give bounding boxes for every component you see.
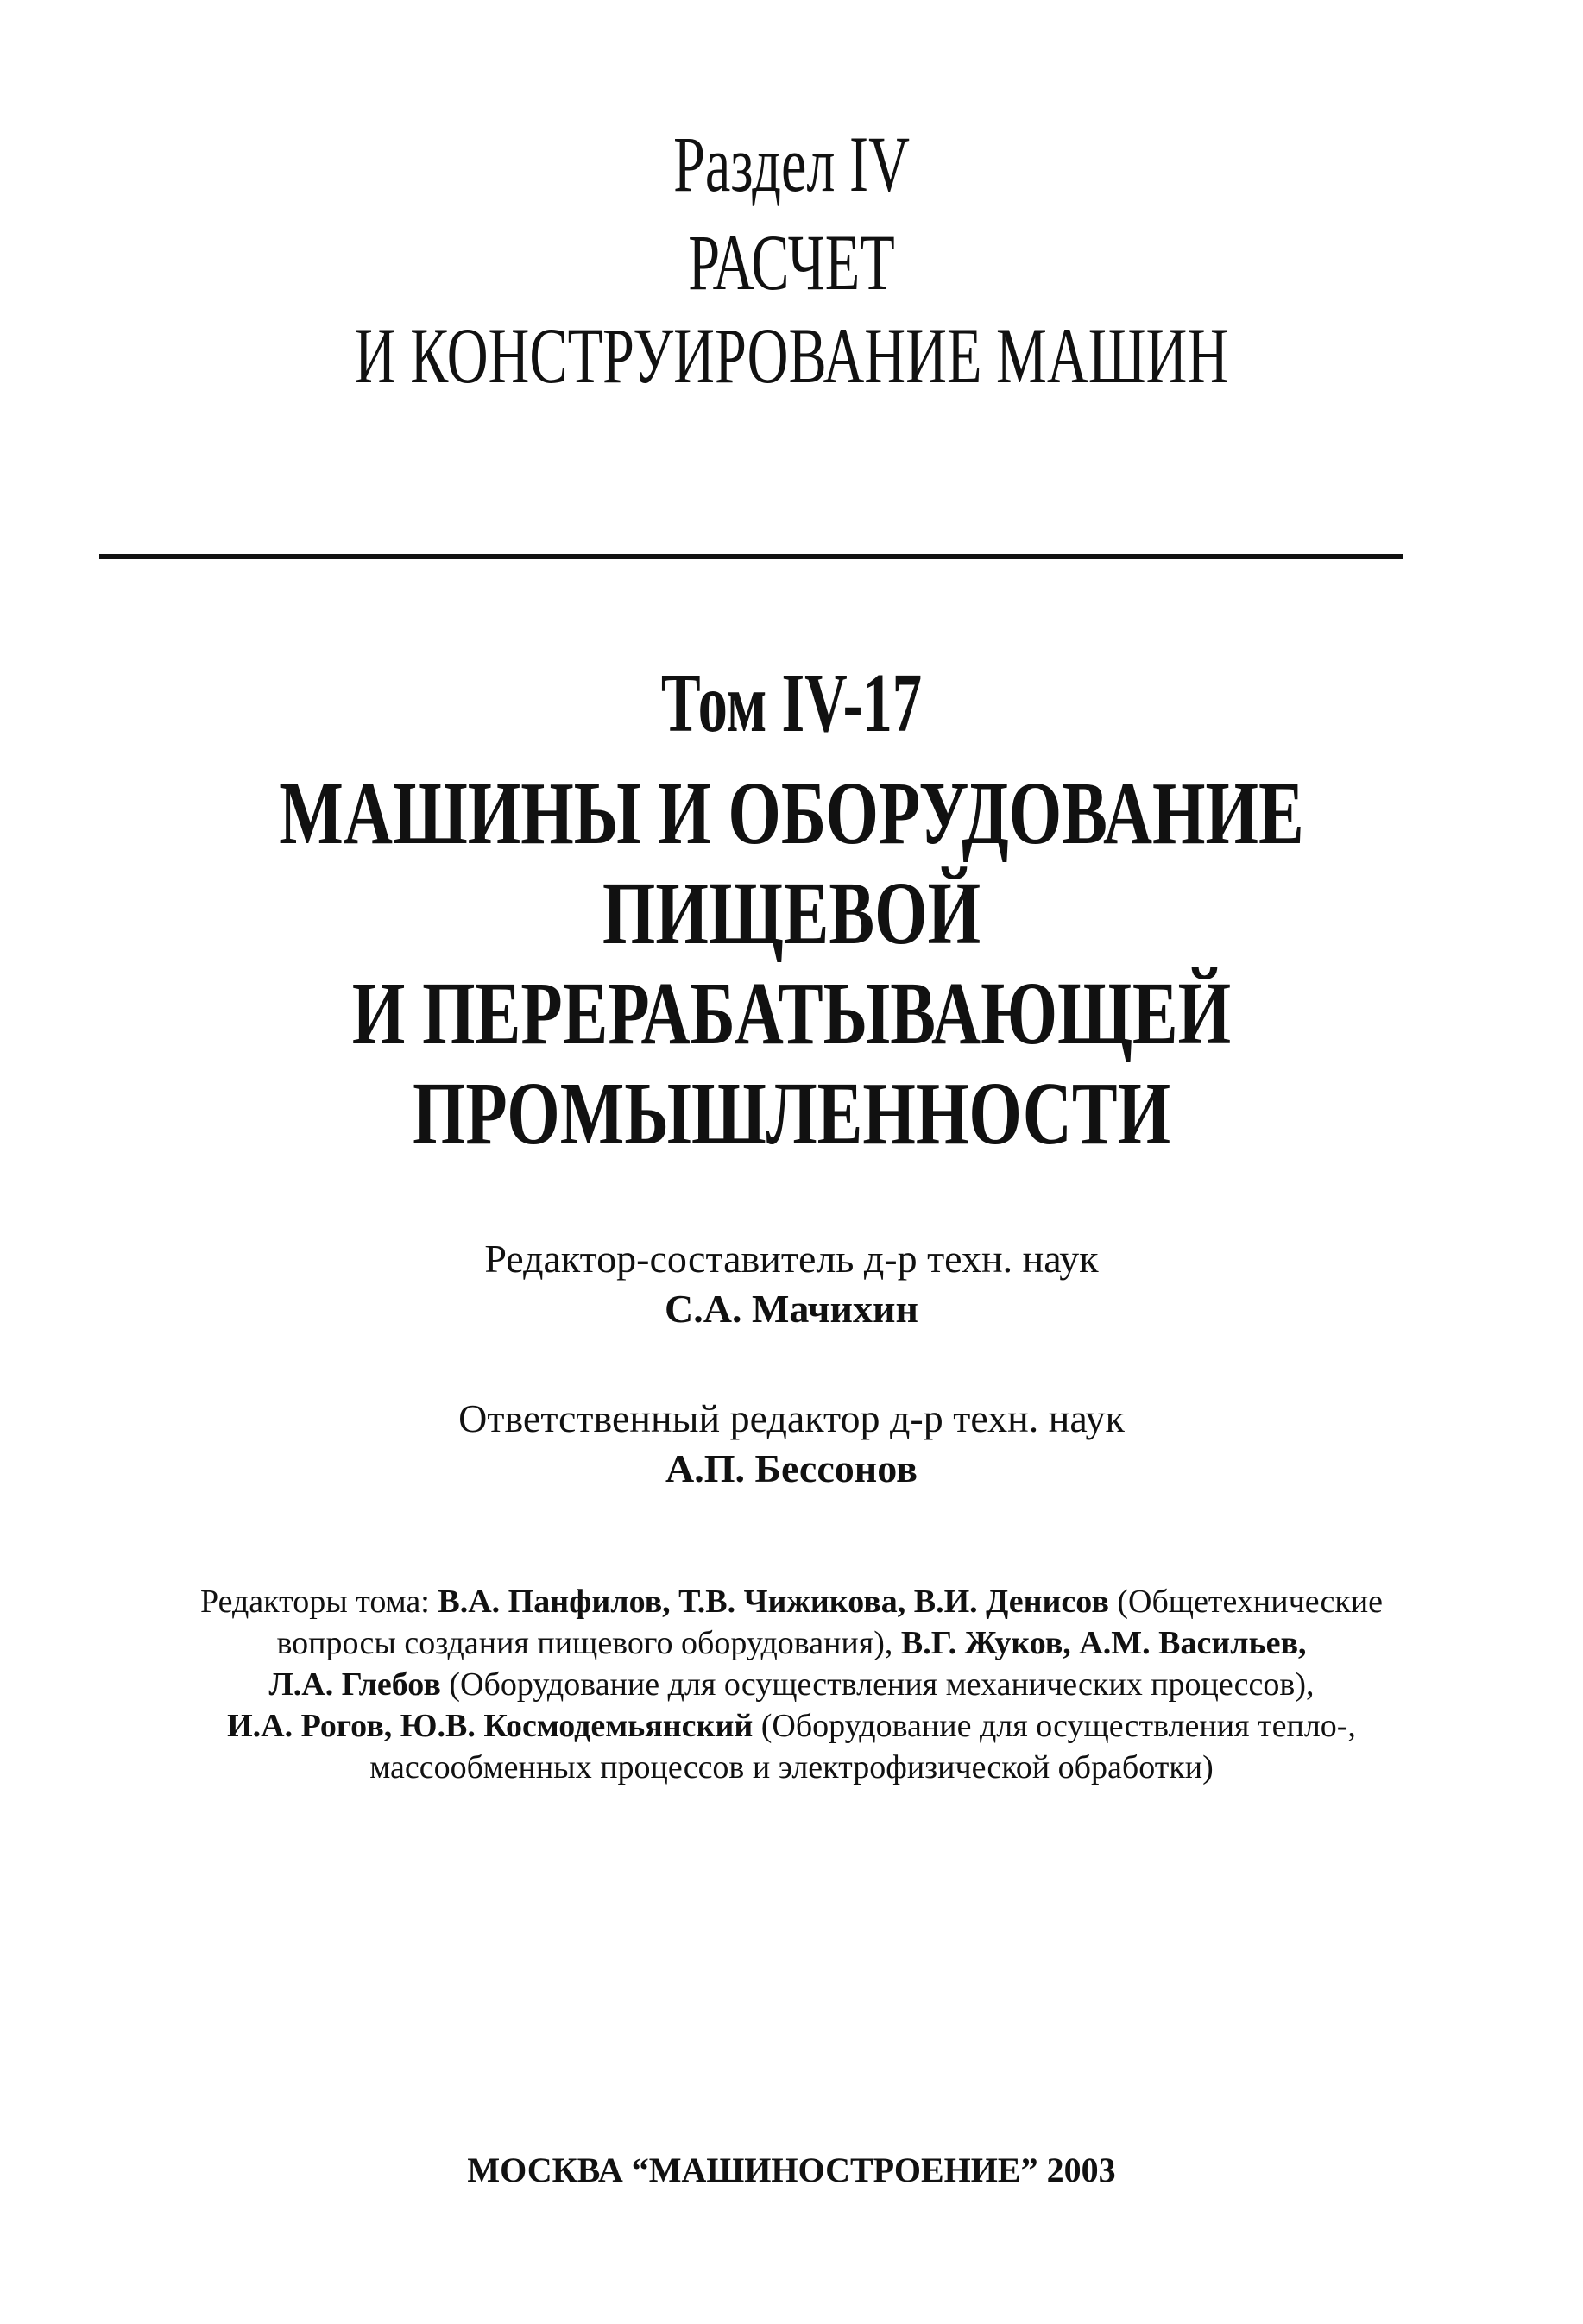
volume-title-line: ПРОМЫШЛЕННОСТИ [412,1064,1171,1163]
imprint: МОСКВА “МАШИНОСТРОЕНИЕ” 2003 [467,2151,1116,2189]
volume-editors-line [86,1622,1497,1664]
editor-text: Редакторы тома: [199,1584,438,1620]
chief-editor-credit [0,1394,1583,1494]
horizontal-rule [99,554,1403,559]
editor-text: (Общетехнические [1108,1584,1384,1620]
editor-names: В.Г. Жуков, А.М. Васильев, [900,1625,1307,1661]
editor-names: И.А. Рогов, Ю.В. Космодемьянский [227,1708,754,1744]
compiler-name: С.А. Мачихин [665,1287,918,1331]
compiler-role: Редактор-составитель д-р техн. наук [484,1237,1099,1281]
volume-title [190,764,1393,1164]
chief-editor-name: А.П. Бессонов [665,1446,918,1490]
volume-editors-line [86,1664,1497,1705]
volume-title-line: И ПЕРЕРАБАТЫВАЮЩЕЙ [351,964,1232,1063]
compiler-credit [0,1234,1583,1334]
section-label: Раздел IV [673,120,910,208]
volume-editors [86,1581,1497,1788]
editor-names: В.А. Панфилов, Т.В. Чижикова, В.И. Денисов [438,1584,1109,1620]
editor-names: Л.А. Глебов [268,1666,441,1703]
editor-text: (Оборудование для осуществления механических процессов), [440,1666,1315,1703]
volume-title-line: МАШИНЫ И ОБОРУДОВАНИЕ [279,764,1304,863]
volume-title-line: ПИЩЕВОЙ [602,864,981,963]
volume-editors-line [86,1747,1497,1788]
volume-editors-line [86,1581,1497,1622]
volume-number: Том IV-17 [660,657,923,750]
chief-editor-role: Ответственный редактор д-р техн. наук [458,1396,1125,1440]
editor-text: массообменных процессов и электрофизической обработки) [369,1749,1214,1786]
section-title-line: И КОНСТРУИРОВАНИЕ МАШИН [354,312,1229,400]
section-title [222,216,1361,402]
section-title-line: РАСЧЕТ [688,218,895,306]
editor-text: вопросы создания пищевого оборудования), [276,1625,901,1661]
volume-editors-line [86,1705,1497,1747]
editor-text: (Оборудование для осуществления тепло-, [753,1708,1356,1744]
